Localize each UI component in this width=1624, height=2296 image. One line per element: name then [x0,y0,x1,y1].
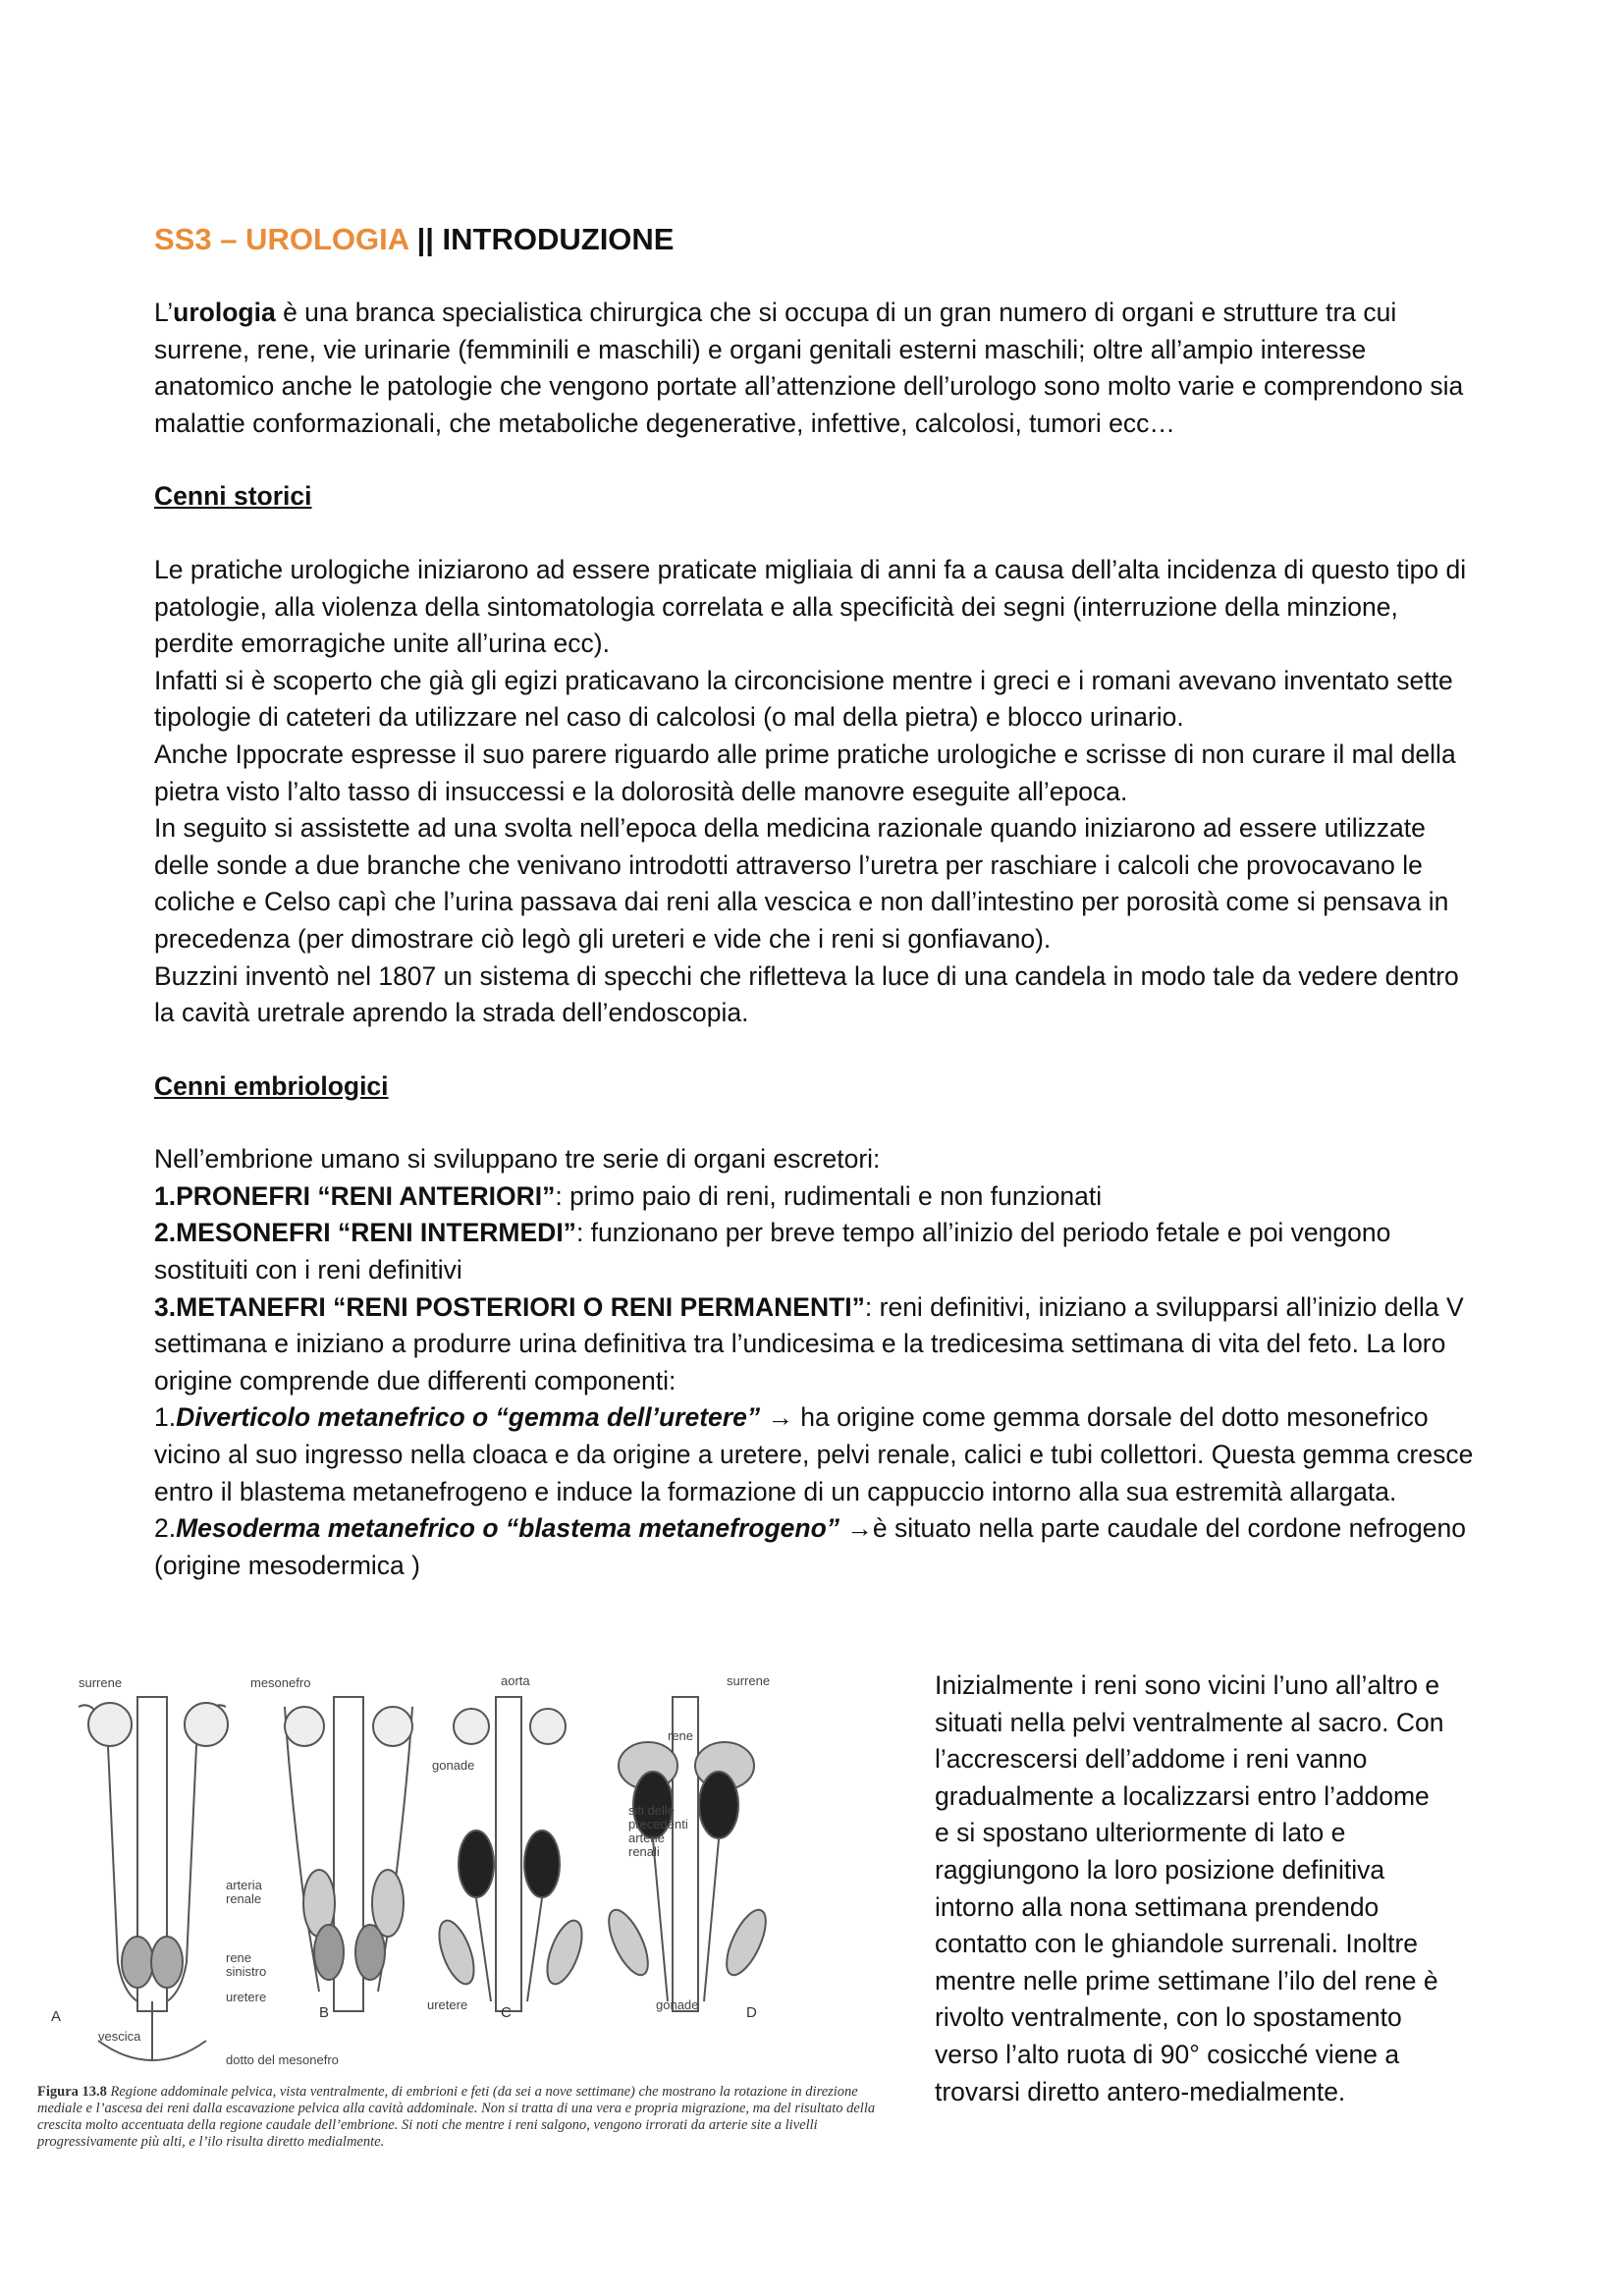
label-vescica: vescica [98,2029,141,2044]
embrio-intro: Nell’embrione umano si sviluppano tre serie di organi escretori: [154,1144,881,1175]
document-body [154,220,1475,1584]
label-uretere-2: uretere [427,1997,468,2012]
storici-paragraph: Le pratiche urologiche iniziarono ad essere praticate migliaia di anni fa a causa dell’alta incidenza di questo tipo di patologie, alla violenza della sintomatologia correlata e alla specificità dei segni (interruzione della minzione, perdite emorragiche unite all’urina ecc). [154,554,1467,659]
storici-paragraph: Buzzini inventò nel 1807 un sistema di specchi che rifletteva la luce di una candela in modo tale da vedere dentro la cavità uretrale aprendo la strada dell’endoscopia. [154,960,1459,1028]
page-title [154,220,1475,259]
label-siti-line: arterie [628,1831,665,1845]
label-arteria-line: arteria [226,1878,262,1892]
embrio-item-2: 2.MESONEFRI “RENI INTERMEDI”: funzionano per breve tempo all’inizio del periodo fetale e poi vengono sostituiti con i reni definitivi [154,1218,1391,1285]
title-separator: || [407,222,443,256]
label-siti-line: precedenti [628,1817,688,1831]
label-rene-sinistro-line: rene [226,1950,252,1965]
panel-a-drawing [79,1697,228,2060]
embrio-subitem-2: 2.Mesoderma metanefrico o “blastema metanefrogeno” →è situato nella parte caudale del cordone nefrogeno (origine mesodermica ) [154,1513,1466,1580]
label-arteria-line: renale [226,1891,262,1906]
panel-b-drawing [285,1697,412,2011]
intro-lead: L’ [154,298,174,327]
label-arteria [226,1878,265,1906]
section-title-storici: Cenni storici [154,481,312,512]
panel-label-c: C [501,2004,512,2021]
intro-bold-term: urologia [173,298,276,327]
panel-label-b: B [319,2004,330,2021]
storici-paragraph: Infatti si è scoperto che già gli egizi praticavano la circoncisione mentre i greci e i romani avevano inventato sette tipologie di cateteri da utilizzare nel caso di calcolosi (o mal della pietra) e blocco urinario. [154,665,1453,733]
label-gonade: gonade [432,1758,475,1773]
label-gonade-2: gonade [656,1997,699,2012]
intro-text: è una branca specialistica chirurgica che si occupa di un gran numero di organi e strutture tra cui surrene, rene, vie urinarie (femminili e maschili) e organi genitali esterni maschili; oltre all’ampio interesse anatomico anche le patologie che vengono portate all’attenzione dell’urologo sono molto varie e comprendono sia malattie conformazionali, che metaboliche degenerative, infettive, calcolosi, tumori ecc… [154,298,1464,438]
embrio-item-3: 3.METANEFRI “RENI POSTERIORI O RENI PERMANENTI”: reni definitivi, iniziano a svilupparsi all’inizio della V settimana e iniziano a produrre urina definitiva tra l’undicesima e la tredicesima settimana di vita del feto. La loro origine comprende due differenti componenti: [154,1291,1464,1395]
figure-caption [37,2084,901,2151]
storici-paragraph: Anche Ippocrate espresse il suo parere riguardo alle prime pratiche urologiche e scrisse di non curare il mal della pietra visto l’alto tasso di insuccessi e la dolorosità delle manovre eseguite all’epoca. [154,738,1456,806]
figure-drawing [39,1667,899,2080]
label-uretere: uretere [226,1990,267,2004]
title-accent: SS3 – UROLOGIA [154,222,408,256]
embrio-item-1: 1.PRONEFRI “RENI ANTERIORI”: primo paio di reni, rudimentali e non funzionati [154,1180,1103,1211]
side-paragraph: Inizialmente i reni sono vicini l’uno all’altro e situati nella pelvi ventralmente al sacro. Con l’accrescersi dell’addome i reni vanno gradualmente a localizzarsi entro l’addome e si spostano ulteriormente di lato e raggiungono la loro posizione definitiva intorno alla nona settimana prendendo contatto con le ghiandole surrenali. Inoltre mentre nelle prime settimane l’ilo del rene è rivolto ventralmente, con lo spostamento verso l’alto ruota di 90° cosicché viene a trovarsi diretto antero-medialmente. [935,1670,1444,2106]
label-rene-sinistro-line: sinistro [226,1964,267,1979]
label-surrene-2: surrene [727,1673,771,1688]
figure-caption-text: Regione addominale pelvica, vista ventralmente, di embrioni e feti (da sei a nove settimane) che mostrano la rotazione in direzione mediale e l’ascesa dei reni dalla escavazione pelvica alla cavità addominale. Non si tratta di una vera e propria migrazione, ma del risultato della crescita molto accentuata della regione caudale dell’embrione. Si noti che mentre i reni salgono, vengono irrorati da arterie site a livelli progressivamente più alti, e l’ilo risulta diretto medialmente. [37,2084,876,2150]
embrio-content [154,1141,1475,1584]
section-title-embrio: Cenni embriologici [154,1070,389,1101]
storici-paragraphs [154,552,1475,1032]
label-surrene: surrene [79,1675,123,1690]
label-siti-line: renali [628,1844,660,1859]
label-dotto: dotto del mesonefro [226,2052,339,2067]
panel-c-drawing [432,1697,589,2011]
embrio-subitem-1: 1.Diverticolo metanefrico o “gemma dell’uretere” → ha origine come gemma dorsale del dotto mesonefrico vicino al suo ingresso nella cloaca e da origine a uretere, pelvi renale, calici e tubi collettori. Questa gemma cresce entro il blastema metanefrogeno e induce la formazione di un cappuccio intorno alla sua estremità allargata. [154,1402,1474,1506]
label-rene-sinistro [226,1950,266,1979]
panel-label-a: A [51,2008,62,2025]
intro-paragraph [154,295,1475,442]
label-mesonefro: mesonefro [250,1675,311,1690]
label-siti [628,1803,691,1859]
label-siti-line: siti delle [628,1803,675,1818]
title-main: INTRODUZIONE [442,222,675,256]
storici-paragraph: In seguito si assistette ad una svolta nell’epoca della medicina razionale quando iniziarono ad essere utilizzate delle sonde a due branche che venivano introdotti attraverso l’uretra per raschiare i calcoli che provocavano le coliche e Celso capì che l’urina passava dai reni alla vescica e non dall’intestino per porosità come si pensava in precedenza (per dimostrare ciò legò gli ureteri e vide che i reni si gonfiavano). [154,813,1449,954]
label-rene: rene [668,1728,694,1743]
figure-caption-label: Figura 13.8 [37,2084,107,2100]
panel-label-d: D [746,2004,757,2021]
label-aorta: aorta [501,1673,530,1688]
panel-d-drawing [601,1697,774,2011]
